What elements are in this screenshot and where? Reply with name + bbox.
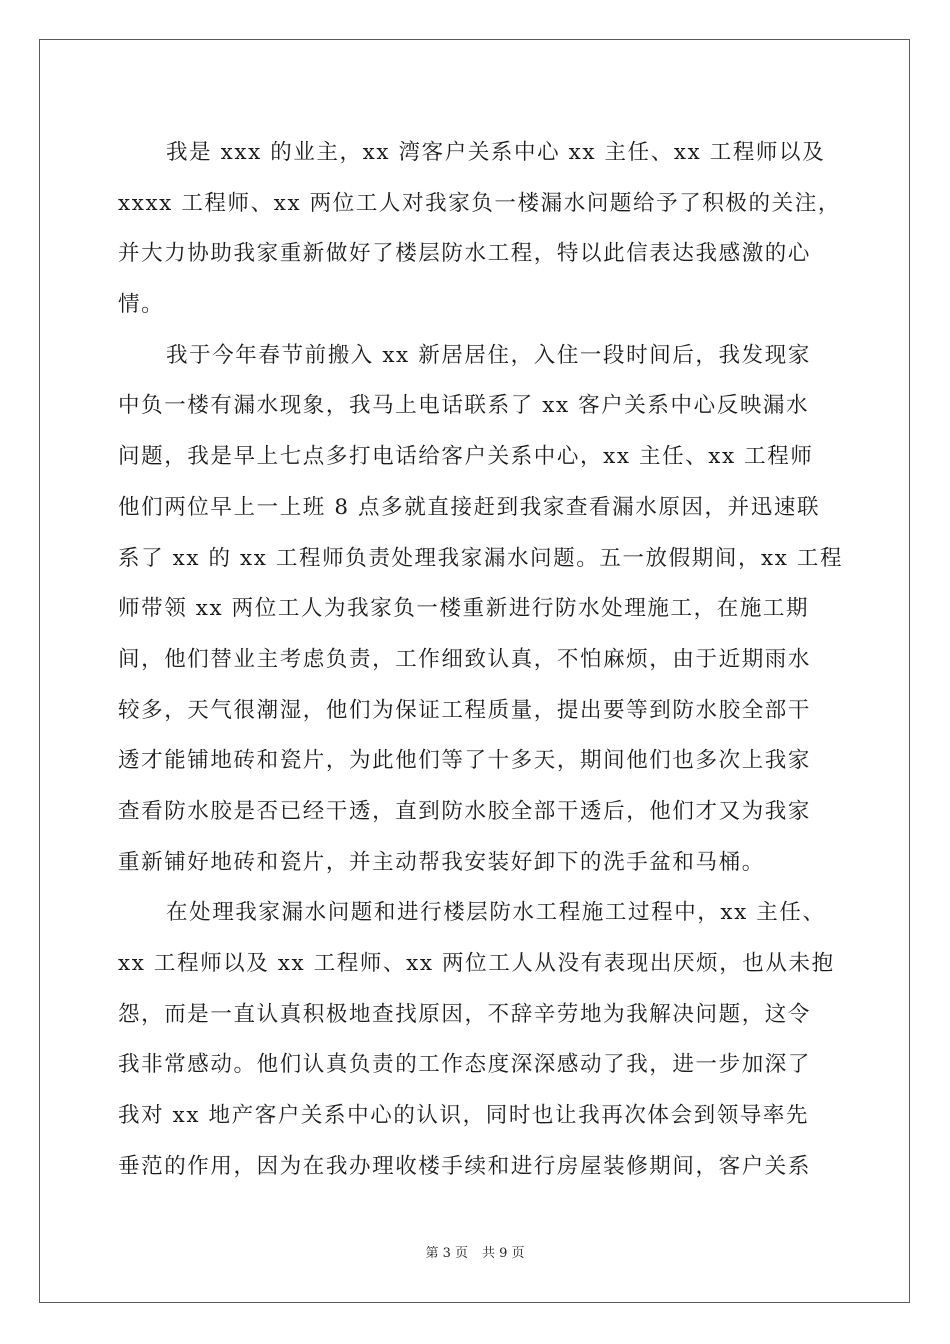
paragraph-2-line-6: 师带领 xx 两位工人为我家负一楼重新进行防水处理施工，在施工期 (118, 596, 810, 622)
paragraph-2-line-2: 中负一楼有漏水现象，我马上电话联系了 xx 客户关系中心反映漏水 (118, 393, 810, 419)
paragraph-2-line-3: 问题，我是早上七点多打电话给客户关系中心，xx 主任、xx 工程师 (118, 444, 814, 470)
document-body (118, 128, 844, 1192)
paragraph-2-line-10: 查看防水胶是否已经干透，直到防水胶全部干透后，他们才又为我家 (118, 798, 812, 824)
paragraph-3-line-5: 我对 xx 地产客户关系中心的认识，同时也让我再次体会到领导率先 (118, 1103, 810, 1129)
paragraph-1-line-2: xxxx 工程师、xx 两位工人对我家负一楼漏水问题给予了积极的关注， (118, 190, 841, 216)
paragraph-3-line-4: 我非常感动。他们认真负责的工作态度深深感动了我，进一步加深了 (118, 1052, 812, 1078)
paragraph-2-line-9: 透才能铺地砖和瓷片，为此他们等了十多天，期间他们也多次上我家 (118, 748, 812, 774)
total-pages: 共 9 页 (482, 1246, 525, 1261)
paragraph-2-line-7: 间，他们替业主考虑负责，工作细致认真，不怕麻烦，由于近期雨水 (118, 646, 812, 672)
paragraph-1-line-4: 情。 (118, 292, 165, 318)
page-footer (0, 1242, 950, 1261)
page-number: 第 3 页 (425, 1246, 468, 1261)
paragraph-3-line-6: 垂范的作用，因为在我办理收楼手续和进行房屋装修期间，客户关系 (118, 1153, 812, 1179)
paragraph-2-line-11: 重新铺好地砖和瓷片，并主动帮我安装好卸下的洗手盆和马桶。 (118, 849, 765, 875)
paragraph-3-line-3: 怨，而是一直认真积极地查找原因，不辞辛劳地为我解决问题，这令 (118, 1001, 812, 1027)
paragraph-2-line-4: 他们两位早上一上班 8 点多就直接赶到我家查看漏水原因，并迅速联 (118, 494, 821, 520)
paragraph-2-line-5: 系了 xx 的 xx 工程师负责处理我家漏水问题。五一放假期间，xx 工程 (118, 545, 844, 571)
paragraph-1-line-3: 并大力协助我家重新做好了楼层防水工程，特以此信表达我感激的心 (118, 241, 812, 267)
paragraph-2-line-1: 我于今年春节前搬入 xx 新居居住，入住一段时间后，我发现家 (166, 342, 811, 368)
paragraph-1-line-1: 我是 xxx 的业主，xx 湾客户关系中心 xx 主任、xx 工程师以及 (166, 140, 826, 165)
paragraph-3-line-1: 在处理我家漏水问题和进行楼层防水工程施工过程中，xx 主任、 (166, 900, 826, 926)
paragraph-2-line-8: 较多，天气很潮湿，他们为保证工程质量，提出要等到防水胶全部干 (118, 697, 812, 723)
paragraph-3-line-2: xx 工程师以及 xx 工程师、xx 两位工人从没有表现出厌烦，也从未抱 (118, 951, 835, 976)
